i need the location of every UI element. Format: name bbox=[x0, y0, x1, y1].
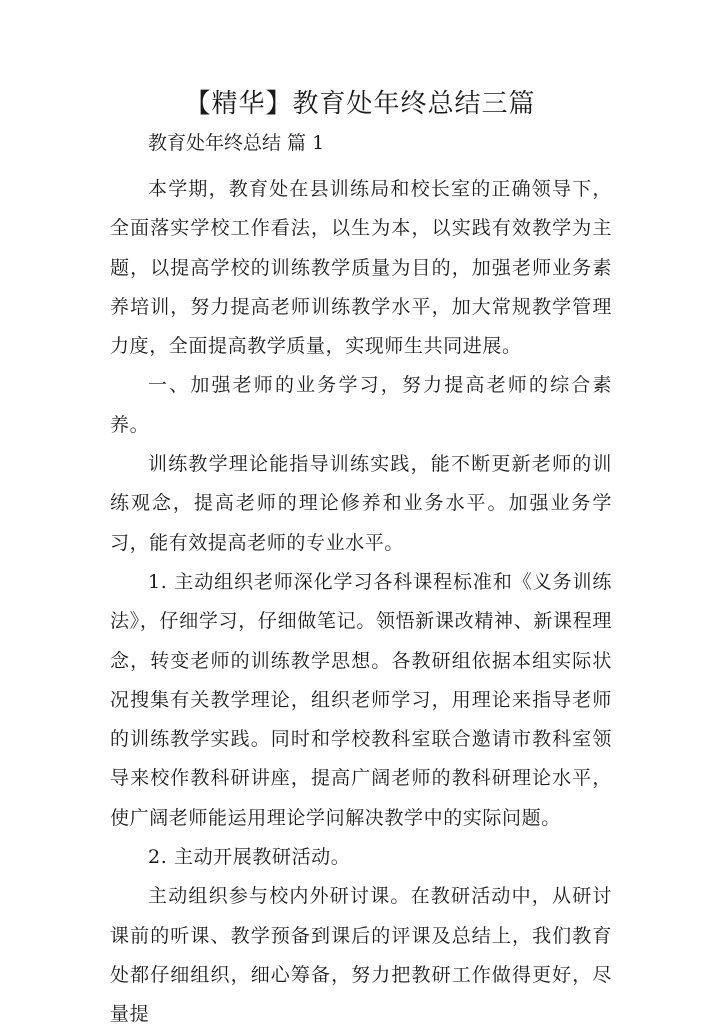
paragraph-item-1: 1. 主动组织老师深化学习各科课程标准和《义务训练法》，仔细学习，仔细做笔记。领悟新课改精神、新课程理念，转变老师的训练教学思想。各教研组依据本组实际状况搜集有关教学理论，组织老师学习，用理论来指导老师的训练教学实践。同时和学校教科室联合邀请市教科室领导来校作教科研讲座，提高广阔老师的教科研理论水平，使广阔老师能运用理论学问解决教学中的实际问题。 bbox=[110, 570, 612, 829]
paragraph-item-2-heading: 2. 主动开展教研活动。 bbox=[148, 846, 351, 869]
paragraph-section-one-heading: 一、加强老师的业务学习，努力提高老师的综合素养。 bbox=[110, 374, 612, 436]
document-body bbox=[110, 170, 612, 1035]
section-heading: 教育处年终总结 篇 1 bbox=[148, 132, 325, 154]
document-title: 【精华】教育处年终总结三篇 bbox=[184, 89, 536, 119]
paragraph-intro: 本学期，教育处在县训练局和校长室的正确领导下，全面落实学校工作看法，以生为本，以实践有效教学为主题，以提高学校的训练教学质量为目的，加强老师业务素养培训，努力提高老师训练教学水平，加大常规教学管理力度，全面提高教学质量，实现师生共同进展。 bbox=[110, 178, 612, 358]
paragraph-research: 主动组织参与校内外研讨课。在教研活动中，从研讨课前的听课、教学预备到课后的评课及总结上，我们教育处都仔细组织，细心筹备，努力把教研工作做得更好，尽量提 bbox=[110, 885, 612, 1026]
paragraph-theory: 训练教学理论能指导训练实践，能不断更新老师的训练观念，提高老师的理论修养和业务水平。加强业务学习，能有效提高老师的专业水平。 bbox=[110, 453, 612, 554]
